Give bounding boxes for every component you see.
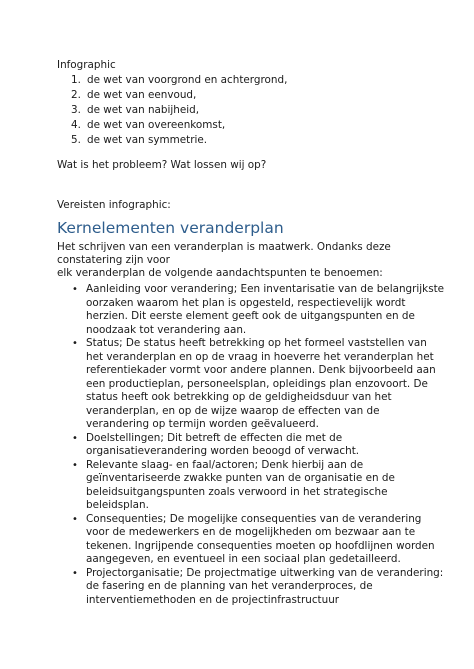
bullet-item (57, 432, 457, 459)
bullet-line: tekenen. Ingrijpende consequenties moeten op hoofdlijnen worden (86, 539, 435, 552)
bullet-icon: • (72, 338, 78, 349)
bullet-line: Aanleiding voor verandering; Een inventarisatie van de belangrijkste (86, 283, 445, 295)
bullet-line: oorzaken waarom het plan is opgesteld, respectievelijk wordt (86, 296, 406, 309)
list-number: 3. (71, 104, 81, 116)
bullet-item (57, 513, 457, 567)
numbered-list (57, 73, 287, 148)
bullet-line: geïnventariseerde zwakke punten van de organisatie en de (86, 472, 395, 484)
bullet-line: verandering op termijn worden geëvalueerd. (86, 418, 319, 430)
bullet-line: referentiekader vormt voor andere plannen. Denk bijvoorbeeld aan (86, 364, 436, 376)
bullet-item (57, 283, 457, 337)
bullet-line: de fasering en de planning van het veranderproces, de (86, 580, 373, 592)
bullet-line: veranderplan, en op de wijze waarop de effecten van de (86, 404, 380, 417)
bullet-item (57, 337, 457, 432)
list-item (57, 88, 287, 103)
bullet-line: een productieplan, personeelsplan, opleidings plan enzovoort. De (86, 377, 428, 390)
bullet-line: Projectorganisatie; De projectmatige uitwerking van de verandering: (86, 566, 444, 579)
bullet-line: herzien. Dit eerste element geeft ook de uitgangspunten en de (86, 310, 415, 322)
bullet-line: status heeft ook betrekking op de geldigheidsduur van het (86, 391, 392, 403)
bullet-line: aangegeven, en eventueel in een sociaal plan gedetailleerd. (86, 553, 401, 565)
bullet-icon: • (72, 284, 78, 295)
bullet-icon: • (72, 459, 78, 471)
list-item-text: de wet van nabijheid, (87, 104, 200, 116)
intro-title: Infographic (57, 59, 116, 71)
list-number: 4. (71, 119, 81, 131)
bullet-line: Consequenties; De mogelijke consequenties van de verandering (86, 512, 422, 525)
list-item-text: de wet van symmetrie. (87, 134, 208, 146)
list-number: 2. (71, 89, 81, 101)
list-item-text: de wet van overeenkomst, (87, 119, 226, 131)
bullet-line: interventiemethoden en de projectinfrastructuur (86, 593, 340, 606)
requirements-label: Vereisten infographic: (57, 199, 171, 211)
paragraph-line: Het schrijven van een veranderplan is maatwerk. Ondanks deze (57, 241, 391, 253)
list-item (57, 73, 287, 88)
paragraph-line: constatering zijn voor (57, 254, 170, 267)
list-number: 1. (71, 74, 81, 86)
bullet-line: noodzaak tot verandering aan. (86, 323, 247, 336)
list-item (57, 103, 287, 118)
list-item-text: de wet van eenvoud, (87, 89, 197, 101)
intro-paragraph (57, 241, 437, 281)
section-heading: Kernelementen veranderplan (57, 219, 284, 237)
list-item-text: de wet van voorgrond en achtergrond, (87, 74, 288, 86)
bullet-line: het veranderplan en op de vraag in hoeverre het veranderplan het (86, 350, 434, 363)
bullet-icon: • (72, 432, 78, 444)
bullet-line: Relevante slaag- en faal/actoren; Denk hierbij aan de (86, 458, 364, 471)
bullet-line: organisatieverandering worden beoogd of verwacht. (86, 445, 360, 457)
bullet-item (57, 567, 457, 608)
bullet-icon: • (72, 513, 78, 525)
list-item (57, 118, 287, 133)
paragraph-line: elk veranderplan de volgende aandachtspunten te benoemen: (57, 267, 383, 280)
bullet-icon: • (72, 567, 78, 579)
bullet-line: beleidsplan. (86, 499, 149, 511)
bullet-line: Doelstellingen; Dit betreft de effecten die met de (86, 431, 343, 444)
bullet-line: Status; De status heeft betrekking op het formeel vaststellen van (86, 337, 427, 349)
bullet-item (57, 459, 457, 513)
list-item (57, 133, 287, 148)
problem-question: Wat is het probleem? Wat lossen wij op? (57, 159, 267, 171)
list-number: 5. (71, 134, 81, 146)
bullet-line: beleidsuitgangspunten zoals verwoord in het strategische (86, 485, 388, 498)
bullet-list (57, 283, 457, 607)
bullet-line: voor de medewerkers en de mogelijkheden om bezwaar aan te (86, 526, 416, 538)
